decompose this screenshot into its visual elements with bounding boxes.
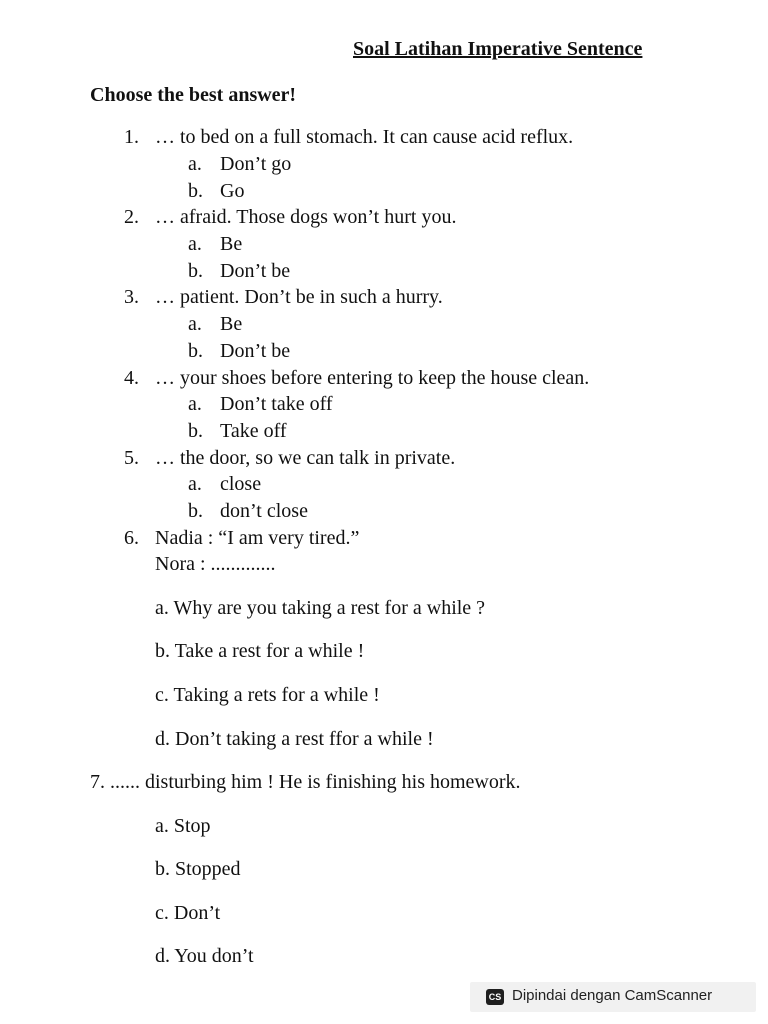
camscanner-watermark	[470, 982, 756, 1012]
question-6	[124, 527, 360, 550]
question-text: ...... disturbing him ! He is finishing his homework.	[110, 771, 521, 793]
option-7c: c. Don’t	[155, 902, 221, 924]
option-6a: a. Why are you taking a rest for a while ?	[155, 597, 486, 619]
question-number: 6.	[124, 527, 139, 549]
question-5	[124, 447, 456, 470]
option-7d: d. You don’t	[155, 945, 254, 967]
question-number: 3.	[124, 286, 139, 308]
option-3b	[188, 340, 291, 363]
option-5b	[188, 500, 308, 523]
option-7b: b. Stopped	[155, 858, 241, 880]
option-text: Be	[220, 233, 243, 255]
question-text: … your shoes before entering to keep the house clean.	[155, 367, 590, 389]
option-4a	[188, 393, 333, 416]
option-letter: a.	[188, 473, 202, 495]
option-text: Don’t take off	[220, 393, 333, 415]
question-3	[124, 286, 443, 309]
question-2	[124, 206, 457, 229]
option-4b	[188, 420, 287, 443]
option-5a	[188, 473, 262, 496]
option-letter: b.	[188, 420, 203, 442]
option-letter: b.	[188, 500, 203, 522]
question-4	[124, 367, 590, 390]
question-text: … to bed on a full stomach. It can cause acid reflux.	[155, 126, 574, 148]
option-letter: a.	[188, 393, 202, 415]
option-text: Don’t go	[220, 153, 292, 175]
option-letter: b.	[188, 260, 203, 282]
option-2a	[188, 233, 243, 256]
option-6b: b. Take a rest for a while !	[155, 640, 365, 662]
option-letter: b.	[188, 180, 203, 202]
option-letter: a.	[188, 233, 202, 255]
option-text: Don’t be	[220, 260, 291, 282]
option-2b	[188, 260, 291, 283]
question-number: 1.	[124, 126, 139, 148]
question-number: 7.	[90, 771, 105, 793]
dialogue-line-nadia: Nadia : “I am very tired.”	[155, 527, 360, 549]
question-1	[124, 126, 574, 149]
question-text: … afraid. Those dogs won’t hurt you.	[155, 206, 457, 228]
camscanner-logo-icon: CS	[486, 989, 504, 1005]
dialogue-line-nora: Nora : .............	[155, 553, 276, 575]
option-text: don’t close	[220, 500, 308, 522]
option-text: Don’t be	[220, 340, 291, 362]
option-text: close	[220, 473, 262, 495]
question-text: … patient. Don’t be in such a hurry.	[155, 286, 443, 308]
option-text: Be	[220, 313, 243, 335]
option-7a: a. Stop	[155, 815, 211, 837]
question-number: 2.	[124, 206, 139, 228]
option-1b	[188, 180, 245, 203]
option-letter: a.	[188, 153, 202, 175]
option-letter: b.	[188, 340, 203, 362]
option-letter: a.	[188, 313, 202, 335]
page-title: Soal Latihan Imperative Sentence	[353, 38, 643, 60]
question-text: … the door, so we can talk in private.	[155, 447, 456, 469]
option-6c: c. Taking a rets for a while !	[155, 684, 380, 706]
question-7	[90, 771, 521, 794]
option-text: Go	[220, 180, 245, 202]
option-text: Take off	[220, 420, 287, 442]
option-3a	[188, 313, 243, 336]
instruction-text: Choose the best answer!	[90, 84, 297, 106]
option-6d: d. Don’t taking a rest ffor a while !	[155, 728, 434, 750]
watermark-text: Dipindai dengan CamScanner	[512, 987, 713, 1004]
question-number: 4.	[124, 367, 139, 389]
option-1a	[188, 153, 292, 176]
question-number: 5.	[124, 447, 139, 469]
